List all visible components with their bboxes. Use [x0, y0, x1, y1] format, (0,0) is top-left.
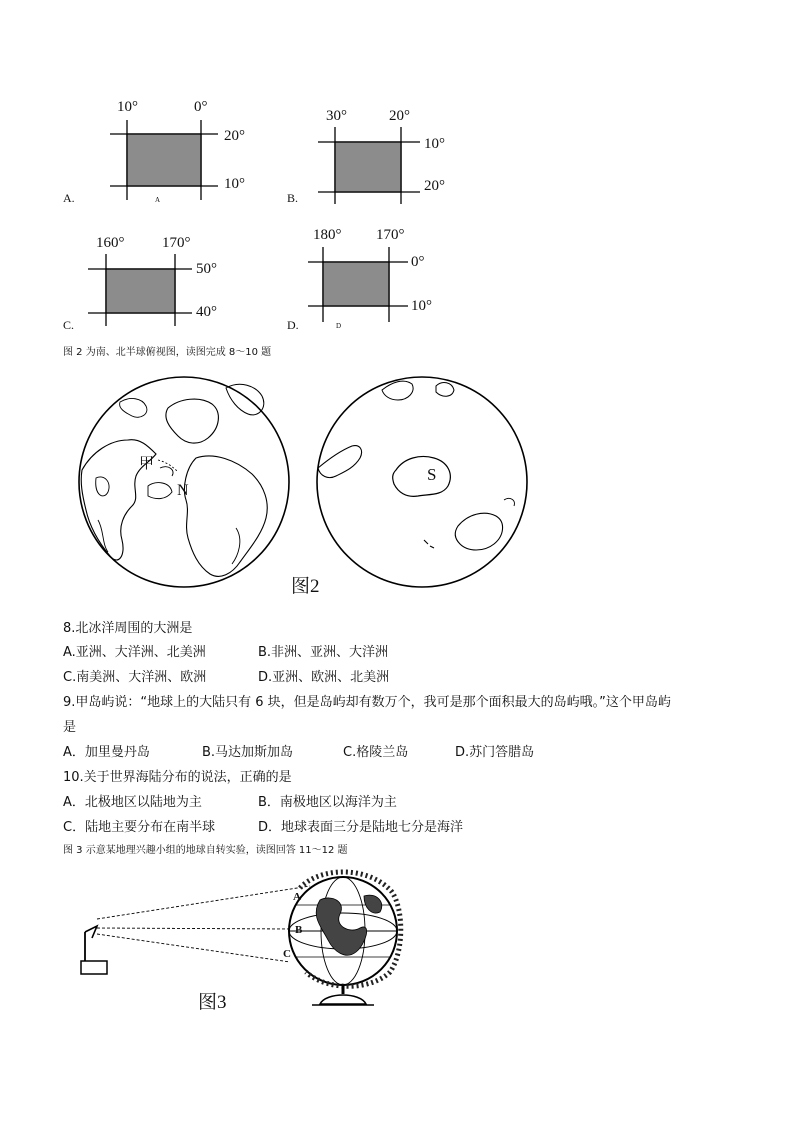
figure2-caption: 图2: [291, 576, 320, 597]
lat-label-top: 10°: [424, 136, 445, 152]
option-b: B．南极地区以海洋为主: [258, 795, 397, 810]
option-a: A.亚洲、大洋洲、北美洲: [63, 645, 206, 660]
lon-label-left: 30°: [326, 108, 347, 124]
lat-label-top: 0°: [411, 254, 425, 270]
option-d: D.苏门答腊岛: [455, 745, 535, 760]
lat-label-bottom: 40°: [196, 304, 217, 320]
south-pole-label: S: [427, 465, 437, 484]
lon-label-right: 170°: [162, 235, 191, 251]
figure3-caption: 图3: [198, 992, 227, 1013]
option-letter: A.: [63, 191, 75, 205]
question-stem: 9.甲岛屿说：“地球上的大陆只有 6 块，但是岛屿却有数万个，我可是那个面积最大的岛屿哦。”这个甲岛屿: [63, 695, 671, 710]
lat-label-top: 20°: [224, 128, 245, 144]
option-c: C.格陵兰岛: [343, 745, 409, 760]
option-d: D．地球表面三分是陆地七分是海洋: [258, 820, 464, 835]
option-letter: C.: [63, 318, 75, 332]
lat-label-bottom: 10°: [224, 176, 245, 192]
lat-label-top: 50°: [196, 261, 217, 277]
lon-label-right: 0°: [194, 99, 208, 115]
option-a: A．北极地区以陆地为主: [63, 795, 202, 810]
point-label-c: C: [283, 948, 291, 960]
point-label-a: A: [293, 891, 301, 903]
lat-label-bottom: 20°: [424, 178, 445, 194]
lon-label-left: 160°: [96, 235, 125, 251]
option-c: C．陆地主要分布在南半球: [63, 820, 216, 835]
lon-label-left: 180°: [313, 227, 342, 243]
question-stem: 10.关于世界海陆分布的说法，正确的是: [63, 770, 292, 785]
lon-label-left: 10°: [117, 99, 138, 115]
island-label: 甲: [139, 454, 155, 472]
figure3-intro: 图 3 示意某地理兴趣小组的地球自转实验，读图回答 11～12 题: [63, 845, 348, 856]
lon-label-right: 170°: [376, 227, 405, 243]
option-b: B.非洲、亚洲、大洋洲: [258, 645, 389, 660]
question-stem: 8.北冰洋周围的大洲是: [63, 621, 193, 636]
option-b: B.马达加斯加岛: [202, 745, 294, 760]
option-letter: B.: [287, 191, 299, 205]
lon-label-right: 20°: [389, 108, 410, 124]
option-a: A．加里曼丹岛: [63, 745, 150, 760]
figure2-intro: 图 2 为南、北半球俯视图，读图完成 8～10 题: [63, 347, 272, 358]
north-pole-label: N: [177, 482, 189, 499]
question-stem-continued: 是: [63, 720, 77, 735]
option-letter: D.: [287, 318, 299, 332]
option-d: D.亚洲、欧洲、北美洲: [258, 670, 390, 685]
stray-mark: A: [155, 196, 161, 204]
stray-mark: D: [336, 322, 342, 330]
option-c: C.南美洲、大洋洲、欧洲: [63, 670, 207, 685]
point-label-b: B: [295, 924, 303, 936]
lat-label-bottom: 10°: [411, 298, 432, 314]
